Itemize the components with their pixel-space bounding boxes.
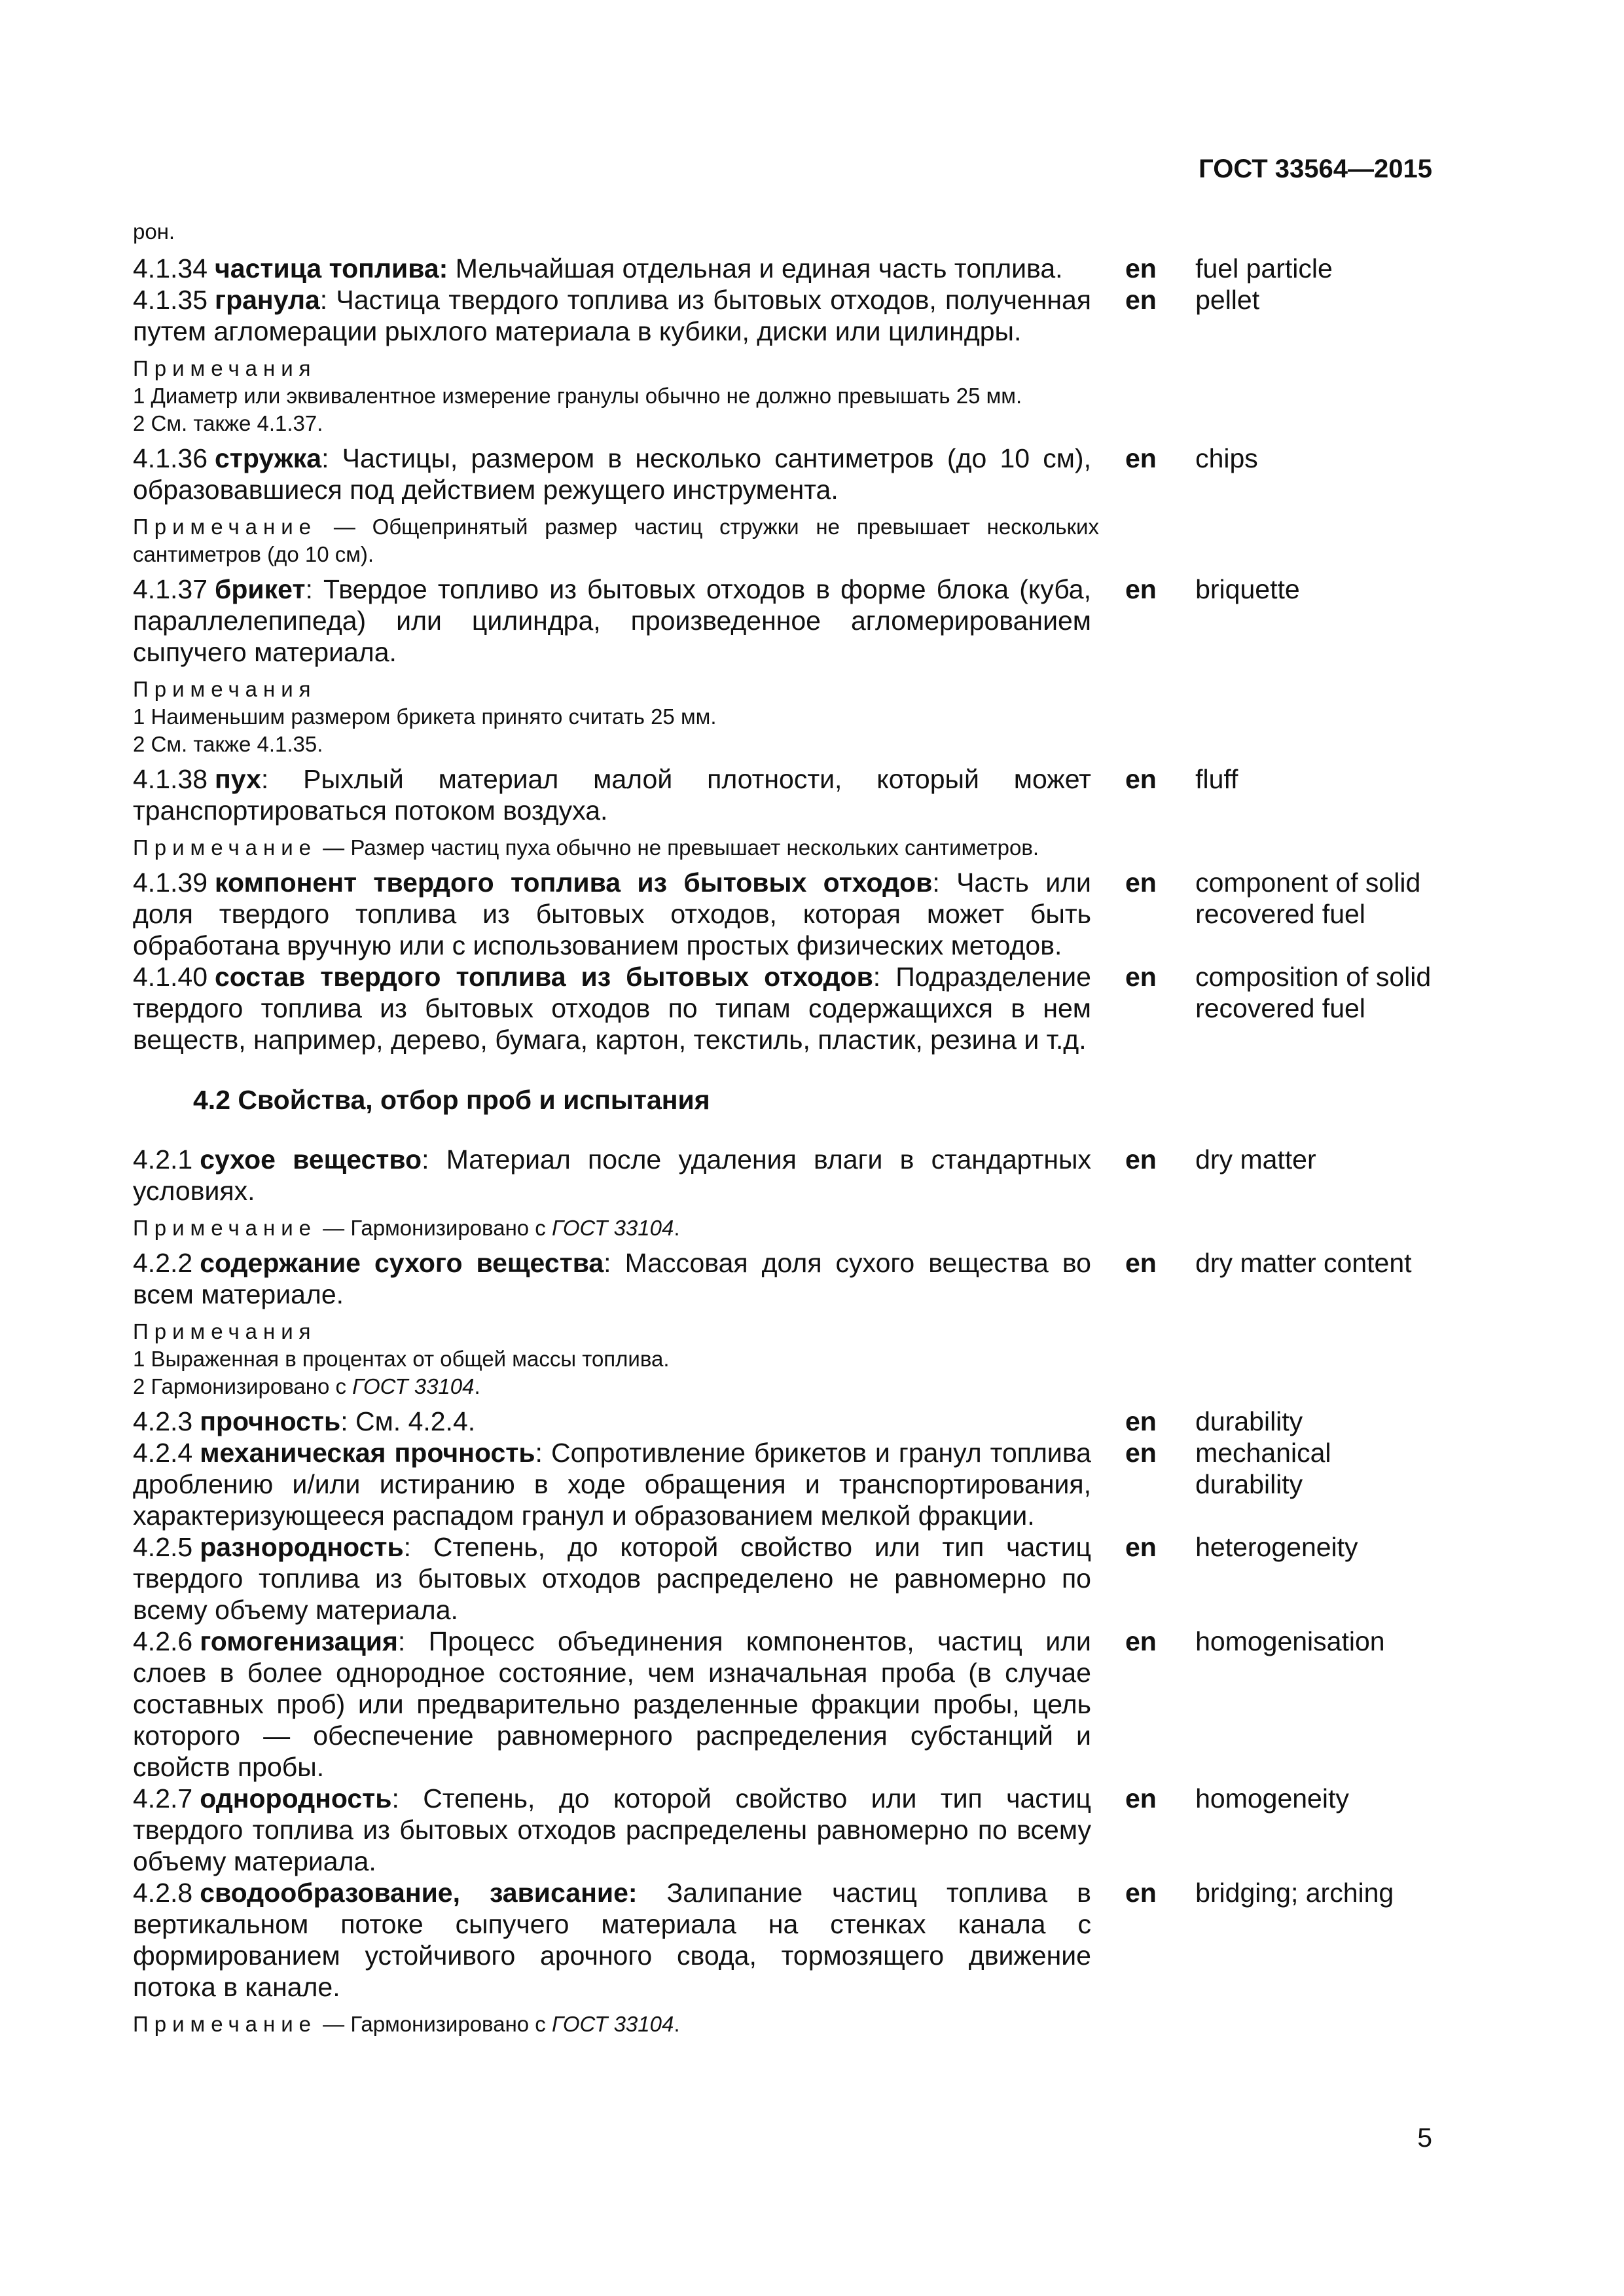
english-equivalent: heterogeneity — [1195, 1532, 1358, 1562]
note-line: 2 См. также 4.1.37. — [133, 411, 323, 435]
note-dash: — — [317, 1216, 351, 1240]
term-definition: : Частица твердого топлива из бытовых отходов, полученная путем агломерации рыхлого материала в кубики, диски или цилиндры. — [133, 285, 1091, 346]
english-equivalent: durability — [1195, 1406, 1303, 1436]
term-text — [133, 763, 1091, 826]
term-entry-4-2-2 — [133, 1247, 1442, 1310]
note-4-1-35 — [133, 355, 1099, 437]
note-header: Примечание — [133, 1216, 317, 1240]
term-entry-4-2-8 — [133, 1877, 1442, 2003]
standard-reference: ГОСТ 33104 — [551, 2012, 674, 2036]
note-header: Примечания — [133, 1319, 317, 1343]
term-name: механическая прочность — [200, 1438, 535, 1468]
term-text — [133, 253, 1091, 284]
term-name: компонент твердого топлива из бытовых отходов — [215, 867, 933, 898]
language-code: en — [1125, 1532, 1157, 1562]
term-number: 4.2.4 — [133, 1438, 193, 1468]
term-definition: : Степень, до которой свойство или тип частиц твердого топлива из бытовых отходов распределены равномерно по всему объему материала. — [133, 1783, 1091, 1876]
term-text — [133, 1783, 1091, 1877]
english-equivalent: chips — [1195, 443, 1258, 473]
term-number: 4.2.1 — [133, 1144, 193, 1175]
term-entry-4-2-4 — [133, 1437, 1442, 1531]
note-header: Примечание — [133, 2012, 317, 2036]
term-entry-4-1-38 — [133, 763, 1442, 826]
language-code: en — [1125, 574, 1157, 604]
term-entry-4-1-34 — [133, 253, 1442, 284]
term-name: стружка — [215, 443, 322, 473]
language-code: en — [1125, 1406, 1157, 1436]
note-header: Примечания — [133, 356, 317, 380]
term-text — [133, 1144, 1091, 1207]
language-code: en — [1125, 1878, 1157, 1908]
note-end: . — [474, 1374, 480, 1398]
note-text: Гармонизировано с — [350, 2012, 552, 2036]
term-definition: : Твердое топливо из бытовых отходов в форме блока (куба, параллелепипеда) или цилиндра, произведенное агломерированием сыпучего материала. — [133, 574, 1091, 667]
english-equivalent: dry matter — [1195, 1144, 1316, 1175]
term-entry-4-2-3 — [133, 1406, 1442, 1437]
language-code: en — [1125, 1783, 1157, 1813]
english-equivalent: homogenisation — [1195, 1626, 1385, 1656]
term-text — [133, 961, 1091, 1055]
term-name: частица топлива: — [215, 253, 448, 283]
term-name: разнородность — [200, 1532, 404, 1562]
note-line: 1 Наименьшим размером брикета принято считать 25 мм. — [133, 704, 717, 729]
term-number: 4.1.37 — [133, 574, 208, 604]
note-text: Общепринятый размер частиц стружки не превышает нескольких сантиметров (до 10 см). — [133, 515, 1099, 566]
term-text — [133, 1247, 1091, 1310]
note-text: Размер частиц пуха обычно не превышает нескольких сантиметров. — [350, 835, 1039, 860]
term-text — [133, 1626, 1091, 1783]
english-equivalent: fuel particle — [1195, 253, 1333, 283]
term-entry-4-2-5 — [133, 1531, 1442, 1626]
term-number: 4.2.6 — [133, 1626, 193, 1656]
term-number: 4.1.40 — [133, 962, 208, 992]
note-paragraph — [133, 834, 1099, 862]
term-definition: Мельчайшая отдельная и единая часть топлива. — [448, 253, 1063, 283]
term-entry-4-1-36 — [133, 443, 1442, 505]
term-definition: : Степень, до которой свойство или тип частиц твердого топлива из бытовых отходов распределено не равномерно по всему объему материала. — [133, 1532, 1091, 1625]
note-line: 2 См. также 4.1.35. — [133, 732, 323, 756]
note-4-1-37 — [133, 676, 1099, 758]
note-text: Гармонизировано с — [350, 1216, 552, 1240]
term-definition: : Подразделение твердого топлива из бытовых отходов по типам содержащихся в нем веществ, например, дерево, бумага, картон, текстиль, пластик, резина и т.д. — [133, 962, 1091, 1055]
english-equivalent: bridging; arching — [1195, 1878, 1394, 1908]
term-name: сводообразование, зависание: — [200, 1878, 638, 1908]
term-definition: : Массовая доля сухого вещества во всем материале. — [133, 1248, 1091, 1309]
language-code: en — [1125, 285, 1157, 315]
note-4-2-8 — [133, 2011, 1099, 2038]
document-code: ГОСТ 33564—2015 — [1199, 155, 1432, 183]
note-4-2-1 — [133, 1214, 1099, 1242]
english-equivalent: pellet — [1195, 285, 1260, 315]
term-number: 4.1.39 — [133, 867, 208, 898]
note-paragraph — [133, 513, 1099, 568]
note-dash: — — [317, 515, 372, 539]
term-name: брикет — [215, 574, 306, 604]
language-code: en — [1125, 1144, 1157, 1175]
note-4-2-2 — [133, 1318, 1099, 1400]
term-name: пух — [215, 764, 261, 794]
term-text — [133, 1406, 1091, 1437]
english-equivalent: composition of solid recovered fuel — [1195, 962, 1432, 1023]
note-dash: — — [317, 2012, 351, 2036]
term-definition: : Материал после удаления влаги в стандартных условиях. — [133, 1144, 1091, 1206]
note-header: Примечание — [133, 835, 317, 860]
note-line — [133, 1373, 1099, 1400]
term-number: 4.2.2 — [133, 1248, 193, 1278]
language-code: en — [1125, 867, 1157, 898]
language-code: en — [1125, 1248, 1157, 1278]
note-paragraph — [133, 1214, 1099, 1242]
term-entry-4-2-7 — [133, 1783, 1442, 1877]
term-number: 4.2.8 — [133, 1878, 193, 1908]
note-header: Примечания — [133, 677, 317, 701]
note-line: 1 Диаметр или эквивалентное измерение гранулы обычно не должно превышать 25 мм. — [133, 384, 1022, 408]
term-entry-4-1-37 — [133, 574, 1442, 668]
english-equivalent: homogeneity — [1195, 1783, 1349, 1813]
english-equivalent: fluff — [1195, 764, 1238, 794]
section-heading: 4.2 Свойства, отбор проб и испытания — [193, 1085, 710, 1115]
note-4-1-38 — [133, 834, 1099, 862]
english-equivalent: briquette — [1195, 574, 1300, 604]
term-text — [133, 284, 1091, 347]
term-number: 4.1.36 — [133, 443, 208, 473]
term-number: 4.2.3 — [133, 1406, 193, 1436]
language-code: en — [1125, 443, 1157, 473]
term-text — [133, 1531, 1091, 1626]
term-number: 4.1.35 — [133, 285, 208, 315]
term-number: 4.1.38 — [133, 764, 208, 794]
language-code: en — [1125, 764, 1157, 794]
term-name: содержание сухого вещества — [200, 1248, 604, 1278]
english-equivalent: mechanical durability — [1195, 1438, 1331, 1499]
continued-text: рон. — [133, 219, 175, 244]
standard-reference: ГОСТ 33104 — [352, 1374, 475, 1398]
note-end: . — [674, 2012, 680, 2036]
term-entry-4-2-1 — [133, 1144, 1442, 1207]
term-text — [133, 574, 1091, 668]
term-entry-4-1-35 — [133, 284, 1442, 347]
note-dash: — — [317, 835, 351, 860]
term-name: состав твердого топлива из бытовых отходов — [215, 962, 873, 992]
term-number: 4.2.5 — [133, 1532, 193, 1562]
term-definition: : Часть или доля твердого топлива из бытовых отходов, которая может быть обработана вручную или с использованием простых физических методов. — [133, 867, 1091, 960]
term-name: гомогенизация — [200, 1626, 398, 1656]
page-number: 5 — [1417, 2123, 1432, 2153]
term-number: 4.2.7 — [133, 1783, 193, 1813]
term-entry-4-1-39 — [133, 867, 1442, 961]
term-number: 4.1.34 — [133, 253, 208, 283]
term-definition: : Частицы, размером в несколько сантиметров (до 10 см), образовавшиеся под действием режущего инструмента. — [133, 443, 1091, 505]
note-header: Примечание — [133, 515, 317, 539]
terms-list — [133, 253, 1442, 2043]
term-definition: : См. 4.2.4. — [340, 1406, 476, 1436]
note-paragraph — [133, 2011, 1099, 2038]
note-text: 2 Гармонизировано с — [133, 1374, 353, 1398]
term-name: однородность — [200, 1783, 392, 1813]
note-4-1-36 — [133, 513, 1099, 568]
term-text — [133, 867, 1091, 961]
english-equivalent: component of solid recovered fuel — [1195, 867, 1421, 929]
term-definition: : Процесс объединения компонентов, частиц или слоев в более однородное состояние, чем изначальная проба (в случае составных проб) или предварительно разделенные фракции пробы, цель которого — обеспечение равномерного распределения субстанций и свойств пробы. — [133, 1626, 1091, 1782]
term-name: гранула — [215, 285, 320, 315]
term-text — [133, 443, 1091, 505]
term-name: сухое вещество — [200, 1144, 422, 1175]
term-text — [133, 1437, 1091, 1531]
term-name: прочность — [200, 1406, 341, 1436]
note-line: 1 Выраженная в процентах от общей массы топлива. — [133, 1347, 670, 1371]
standard-reference: ГОСТ 33104 — [551, 1216, 674, 1240]
term-entry-4-1-40 — [133, 961, 1442, 1055]
language-code: en — [1125, 1438, 1157, 1468]
term-definition: : Сопротивление брикетов и гранул топлива дроблению и/или истиранию в ходе обращения и транспортирования, характеризующееся распадом гранул и образованием мелкой фракции. — [133, 1438, 1091, 1531]
term-definition: : Рыхлый материал малой плотности, который может транспортироваться потоком воздуха. — [133, 764, 1091, 826]
english-equivalent: dry matter content — [1195, 1248, 1412, 1278]
language-code: en — [1125, 1626, 1157, 1656]
term-definition: Залипание частиц топлива в вертикальном потоке сыпучего материала на стенках канала с формированием устойчивого арочного свода, тормозящего движение потока в канале. — [133, 1878, 1091, 2002]
language-code: en — [1125, 962, 1157, 992]
note-end: . — [674, 1216, 680, 1240]
term-text — [133, 1877, 1091, 2003]
language-code: en — [1125, 253, 1157, 283]
term-entry-4-2-6 — [133, 1626, 1442, 1783]
